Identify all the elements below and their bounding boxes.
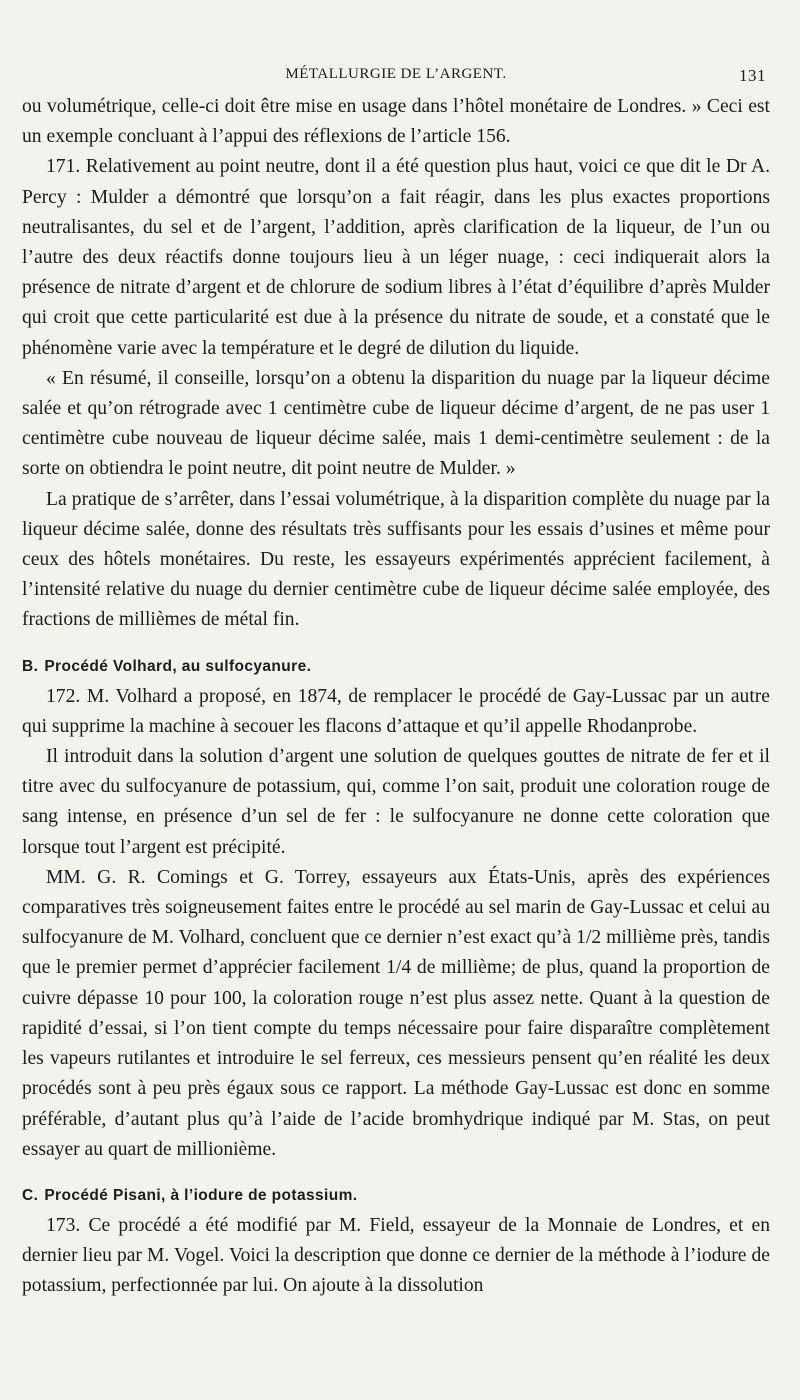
paragraph-volhard-method: Il introduit dans la solution d’argent une solution de quelques gouttes de nitrate de fer et il titre avec du sulfocyanure de potassium, qui, comme l’on sait, produit une coloration rouge de sang intense, en présence d’un sel de fer : le sulfocyanure ne donne cette coloration que lorsque tout l’argent est précipité. xyxy=(22,746,770,858)
running-header xyxy=(22,62,770,92)
paragraph-172: 172. M. Volhard a proposé, en 1874, de remplacer le procédé de Gay-Lussac par un autre qui supprime la machine à secouer les flacons d’attaque et qu’il appelle Rhodanprobe. xyxy=(22,685,770,737)
section-title-b: Procédé Volhard, au sulfocyanure. xyxy=(44,657,312,675)
paragraph-comings-torrey: MM. G. R. Comings et G. Torrey, essayeurs aux États-Unis, après des expériences comparatives très soigneusement faites entre le procédé au sel marin de Gay-Lussac et celui au sulfocyanure de M. Volhard, concluent que ce dernier n’est exact qu’à 1/2 millième près, tandis que le premier permet d’apprécier facilement 1/4 de millième; de plus, quand la proportion de cuivre dépasse 10 pour 100, la coloration rouge n’est plus assez nette. Quant à la question de rapidité d’essai, si l’on tient compte du temps nécessaire pour faire disparaître complètement les vapeurs rutilantes et introduire le sel ferreux, ces messieurs pensent qu’en réalité les deux procédés sont à peu près égaux sous ce rapport. La méthode Gay-Lussac est donc en somme préférable, d’autant plus qu’à l’aide de l’acide bromhydrique indiqué par M. Stas, on peut essayer au quart de millionième. xyxy=(22,866,770,1160)
section-heading-c xyxy=(22,1183,770,1209)
running-title: MÉTALLURGIE DE L’ARGENT. xyxy=(285,66,507,82)
paragraph-171: 171. Relativement au point neutre, dont il a été question plus haut, voici ce que dit le Dr A. Percy : Mulder a démontré que lorsqu’on a fait réagir, dans les plus exactes proportions neutralisantes, du sel et de l’argent, l’addition, après clarification de la liqueur, de l’un ou l’autre des deux réactifs donne toujours lieu à un léger nuage, : ceci indiquerait alors la présence de nitrate d’argent et de chlorure de sodium libres à l’état d’équilibre d’après Mulder qui croit que cette particularité est due à la présence du nitrate de soude, et a constaté que le phénomène varie avec la température et le degré de dilution du liquide. xyxy=(22,156,770,359)
section-letter-b: B. xyxy=(22,657,39,675)
page-body xyxy=(22,92,770,1302)
section-title-c: Procédé Pisani, à l’iodure de potassium. xyxy=(44,1186,358,1204)
paragraph-173: 173. Ce procédé a été modifié par M. Field, essayeur de la Monnaie de Londres, et en dernier lieu par M. Vogel. Voici la description que donne ce dernier de la méthode à l’iodure de potassium, perfectionnée par lui. On ajoute à la dissolution xyxy=(22,1214,770,1297)
section-letter-c: C. xyxy=(22,1186,39,1204)
paragraph-quote-summary: « En résumé, il conseille, lorsqu’on a obtenu la disparition du nuage par la liqueur décime salée et qu’on rétrograde avec 1 centimètre cube de liqueur décime d’argent, de ne pas user 1 centimètre cube nouveau de liqueur décime salée, mais 1 demi-centimètre seulement : de la sorte on obtiendra le point neutre, dit point neutre de Mulder. » xyxy=(22,367,770,480)
paragraph-continuation: ou volumétrique, celle-ci doit être mise en usage dans l’hôtel monétaire de Londres. » Ceci est un exemple concluant à l’appui des réflexions de l’article 156. xyxy=(22,96,770,148)
paragraph-practice: La pratique de s’arrêter, dans l’essai volumétrique, à la disparition complète du nuage par la liqueur décime salée, donne des résultats très suffisants pour les essais d’usines et même pour ceux des hôtels monétaires. Du reste, les essayeurs expérimentés apprécient facilement, à l’intensité relative du nuage du dernier centimètre cube de liqueur décime salée employée, des fractions de millièmes de métal fin. xyxy=(22,488,770,631)
section-heading-b xyxy=(22,654,770,680)
page-number: 131 xyxy=(739,66,766,85)
